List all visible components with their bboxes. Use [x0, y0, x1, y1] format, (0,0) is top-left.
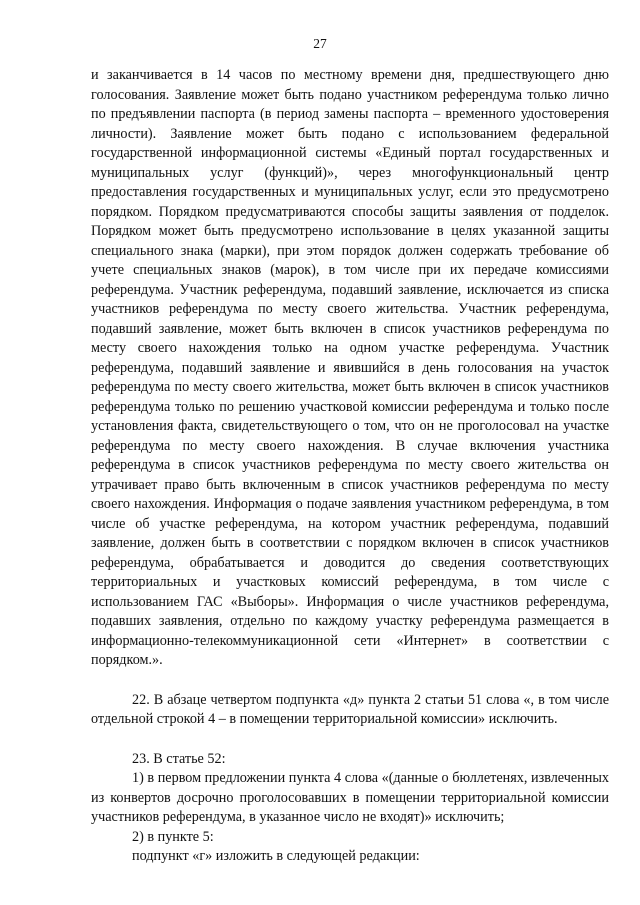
paragraph: 1) в первом предложении пункта 4 слова «(данные о бюллетенях, извлеченных из конвертов досрочно проголосовавших в помещении территориальной комиссии участников референдума, в указанное число не входят)» исключить; — [91, 770, 609, 825]
page-number: 27 — [313, 36, 327, 51]
paragraph: 2) в пункте 5: — [132, 828, 214, 845]
paragraph: подпункт «г» изложить в следующей редакции: — [132, 848, 420, 864]
document-body — [91, 66, 609, 867]
paragraph: 23. В статье 52: — [132, 750, 226, 767]
paragraph: и заканчивается в 14 часов по местному времени дня, предшествующего дню голосования. Заявление может быть подано участником референдума только лично по предъявлении паспорта (в период замены паспорта – временного удостоверения личности). Заявление может быть подано с использованием федеральной государственной информационной системы «Единый портал государственных и муниципальных услуг (функций)», через многофункциональный центр предоставления государственных и муниципальных услуг, если это предусмотрено порядком. Порядком предусматриваются способы защиты заявления от подделок. Порядком может быть предусмотрено использование в целях указанной защиты специального знака (марки), при этом порядок должен содержать требование об учете специальных знаков (марок), в том числе при их передаче комиссиями референдума. Участник референдума, подавший заявление, исключается из списка участников референдума по месту своего жительства. Участник референдума, подавший заявление, может быть включен в список участников референдума по месту своего нахождения только на одном участке референдума. Участник референдума, подавший заявление и явившийся в день голосования на участок референдума по месту своего жительства, может быть включен в список участников референдума только по решению участковой комиссии референдума и только после установления факта, свидетельствующего о том, что он не проголосовал на участке референдума по месту своего нахождения. В случае включения участника референдума в список участников референдума по месту своего жительства он утрачивает право быть включенным в список участников референдума по месту своего нахождения. Информация о подаче заявления участником референдума, в том числе об участке референдума, на котором участник референдума, подавший заявление, должен быть в соответствии с порядком включен в список участников референдума, обрабатывается и доводится до сведения соответствующих территориальных и участковых комиссий референдума, в том числе с использованием ГАС «Выборы». Информация о числе участников референдума, подавших заявления, отдельно по каждому участку референдума размещается в информационно-телекоммуникационной сети «Интернет» в соответствии с порядком.». — [91, 67, 609, 668]
paragraph: 22. В абзаце четвертом подпункта «д» пункта 2 статьи 51 слова «, в том числе отдельной строкой 4 – в помещении территориальной комиссии» исключить. — [91, 691, 609, 727]
